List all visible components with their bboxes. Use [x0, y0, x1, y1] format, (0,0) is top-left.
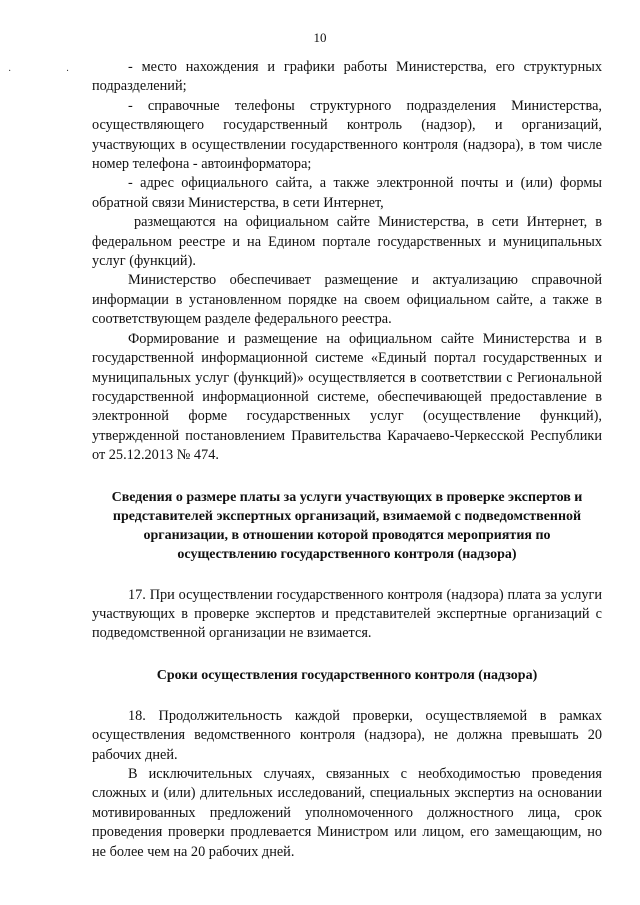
page-number: 10 [313, 30, 327, 45]
paragraph-extension: В исключительных случаях, связанных с необходимостью проведения сложных и (или) длительных исследований, специальных экспертиз на основании мотивированных предложений уполномоченного должностного лица, срок проведения проверки продлевается Министром или лицом, его замещающим, но не более чем на 20 рабочих дней. [92, 765, 602, 860]
list-item-website: - адрес официального сайта, а также электронной почты и (или) формы обратной связи Министерства, в сети Интернет, [92, 175, 602, 211]
paragraph-ministry-duties: Министерство обеспечивает размещение и актуализацию справочной информации в установленном порядке на своем официальном сайте, а также в соответствующем разделе федерального реестра. [92, 272, 602, 328]
section-heading-fees: Сведения о размере платы за услуги участвующих в проверке экспертов и представителей экспертных организаций, взимаемой с подведомственной организации, в отношении которой проводятся мероприятия по осуществлению государственного контроля (надзора) [111, 489, 583, 562]
paragraph-publication: размещаются на официальном сайте Министерства, в сети Интернет, в федеральном реестре и на Едином портале государственных и муниципальных услуг (функций). [92, 214, 602, 270]
list-item-phones: - справочные телефоны структурного подразделения Министерства, осуществляющего государственный контроль (надзор), и организаций, участвующих в осуществлении государственного контроля (надзора), в том числе номер телефона - автоинформатора; [92, 97, 602, 173]
scan-specks: · · [8, 66, 96, 77]
list-item-location: - место нахождения и графики работы Министерства, его структурных подразделений; [92, 59, 602, 95]
paragraph-portal: Формирование и размещение на официальном сайте Министерства и в государственной информационной системе «Единый портал государственных и муниципальных услуг (функций)» осуществляется в соответствии с Региональной государственной информационной системе, обеспечивающей предоставление в электронной форме государственных услуг (осуществление функций), утвержденной постановлением Правительства Карачаево-Черкесской Республики от 25.12.2013 № 474. [92, 330, 602, 464]
document-body [92, 58, 602, 862]
section-heading-terms: Сроки осуществления государственного контроля (надзора) [156, 667, 538, 683]
paragraph-item-17: 17. При осуществлении государственного контроля (надзора) плата за услуги участвующих в проверке экспертов и представителей экспертные организаций с подведомственной организации не взимается. [92, 586, 602, 642]
paragraph-item-18: 18. Продолжительность каждой проверки, осуществляемой в рамках осуществления ведомственного контроля (надзора), не должна превышать 20 рабочих дней. [92, 707, 602, 763]
